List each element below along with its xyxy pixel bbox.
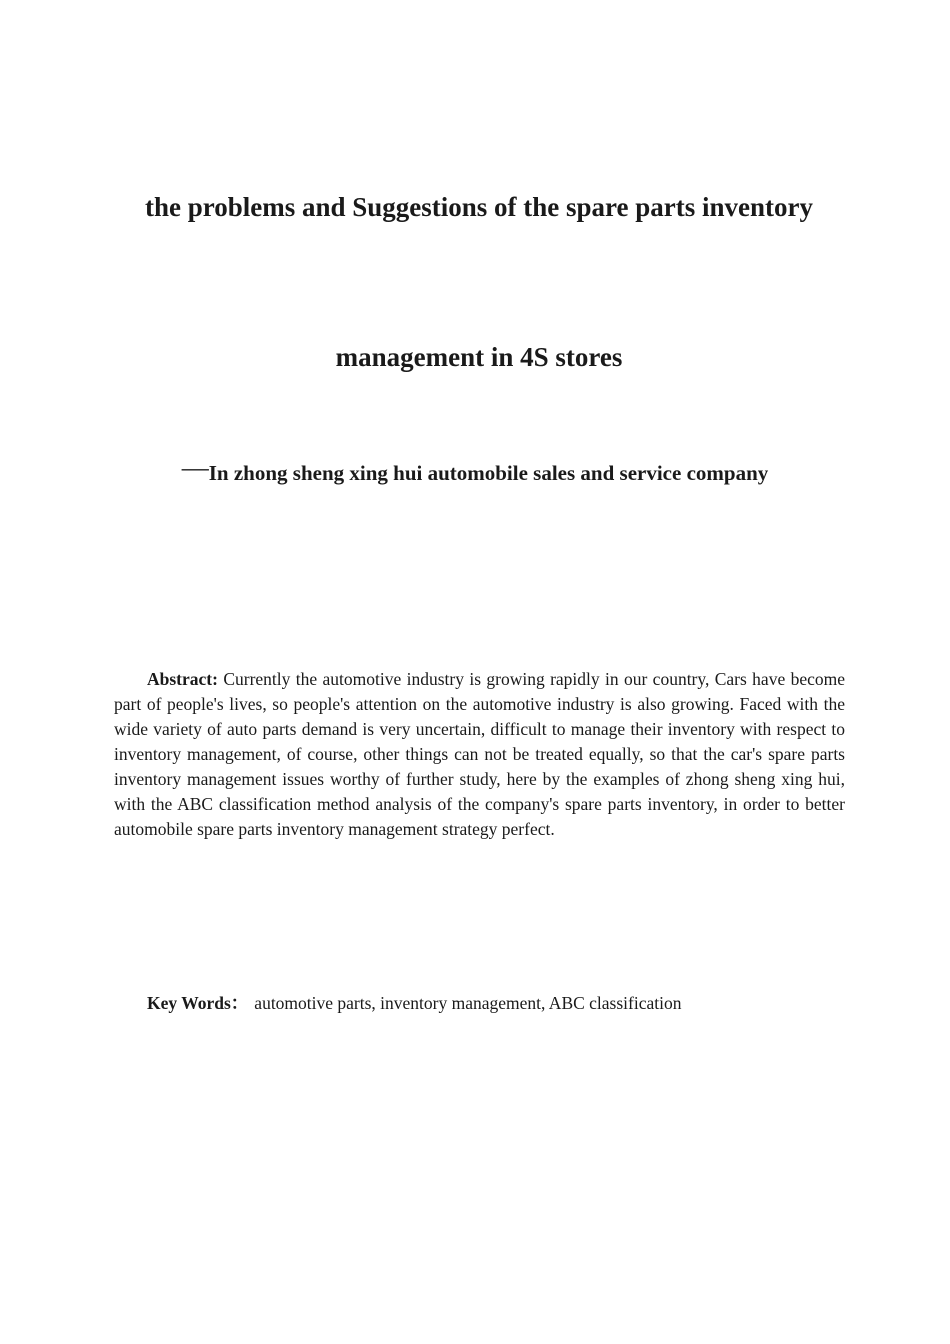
subtitle [0,454,950,490]
keywords-separator: ： [230,993,249,1013]
title-line-1: the problems and Suggestions of the spare parts inventory [144,192,814,222]
abstract-label: Abstract: [147,669,218,689]
keywords-label: Key Words [147,993,231,1013]
subtitle-text: In zhong sheng xing hui automobile sales and service company [208,461,769,485]
keywords-paragraph [147,991,847,1016]
subtitle-dash: — [181,452,209,482]
keywords-text: automotive parts, inventory management, ABC classification [254,993,682,1013]
abstract-paragraph [114,667,845,842]
title-line-2: management in 4S stores [335,342,623,372]
abstract-text: Currently the automotive industry is growing rapidly in our country, Cars have become part of people's lives, so people's attention on the automotive industry is also growing. Faced with the wide variety of auto parts demand is very uncertain, difficult to manage their inventory with respect to inventory management, of course, other things can not be treated equally, so that the car's spare parts inventory management issues worthy of further study, here by the examples of zhong sheng xing hui, with the ABC classification method analysis of the company's spare parts inventory, in order to better automobile spare parts inventory management strategy perfect. [114,669,846,839]
